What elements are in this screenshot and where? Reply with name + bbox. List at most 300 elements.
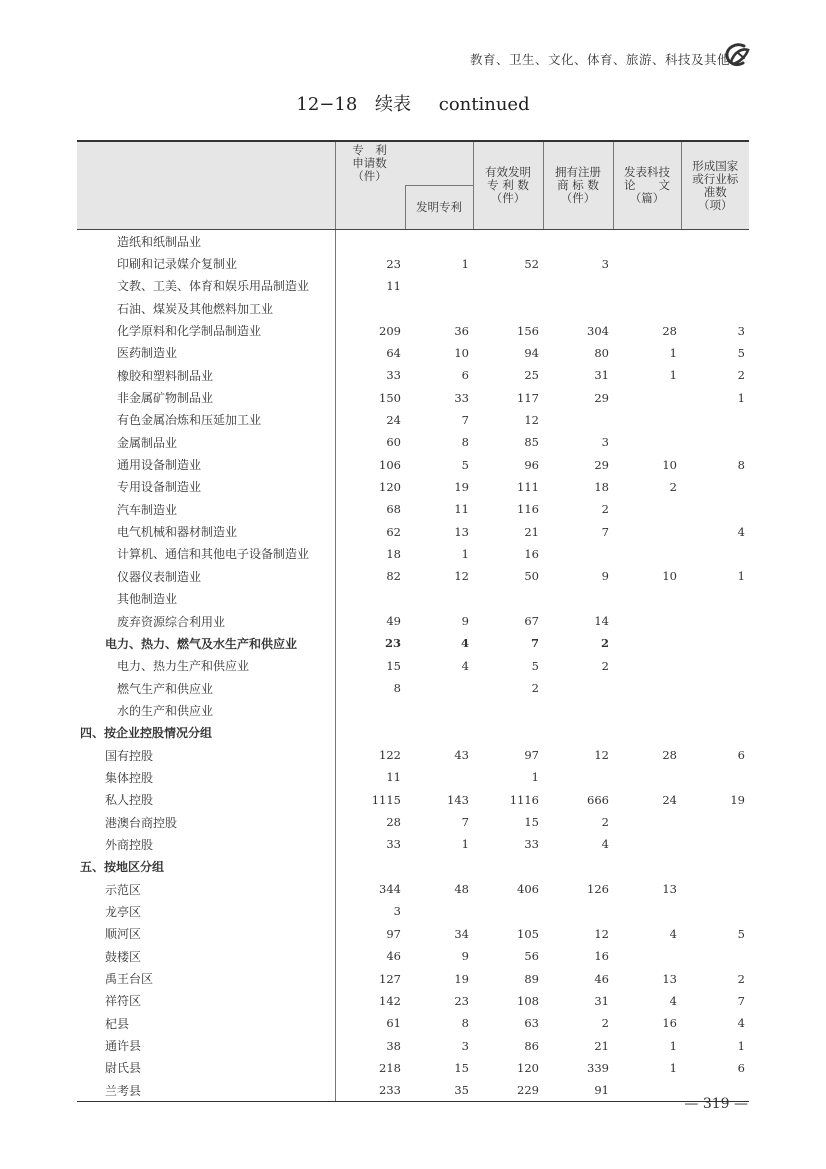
row-value-cell: 10 xyxy=(454,345,469,360)
row-value-cell: 4 xyxy=(601,837,609,852)
row-value-cell xyxy=(681,945,749,967)
row-value-cell: 21 xyxy=(524,524,539,539)
row-value-cell xyxy=(405,677,473,699)
row-value-cell: 36 xyxy=(454,323,469,338)
row-value-cell: 82 xyxy=(386,569,401,584)
row-value-cell: 1 xyxy=(669,1038,677,1053)
row-value-cell xyxy=(681,699,749,721)
row-value-cell xyxy=(613,588,681,610)
row-value-cell xyxy=(681,588,749,610)
table-row xyxy=(77,230,749,253)
row-label-cell xyxy=(77,990,335,1012)
row-value-cell: 1115 xyxy=(371,792,401,807)
row-value-cell: 18 xyxy=(594,479,609,494)
row-label-cell xyxy=(77,498,335,520)
row-label: 龙亭区 xyxy=(105,904,142,919)
row-value-cell xyxy=(543,588,613,610)
row-value-cell xyxy=(405,275,473,297)
row-value-cell: 304 xyxy=(587,323,609,338)
row-value-cell: 1 xyxy=(461,546,469,561)
row-value-cell: 62 xyxy=(386,524,401,539)
table-row xyxy=(77,453,749,475)
row-value-cell: 1 xyxy=(461,837,469,852)
row-value-cell xyxy=(681,252,749,274)
row-label: 汽车制造业 xyxy=(117,502,178,517)
row-value-cell: 8 xyxy=(461,435,469,450)
row-value-cell: 1 xyxy=(669,345,677,360)
row-label: 其他制造业 xyxy=(117,592,178,607)
row-value-cell: 111 xyxy=(517,479,539,494)
row-value-cell xyxy=(613,386,681,408)
row-value-cell: 49 xyxy=(386,614,401,629)
row-label: 鼓楼区 xyxy=(105,949,142,964)
row-value-cell: 80 xyxy=(594,345,609,360)
row-label: 文教、工美、体育和娱乐用品制造业 xyxy=(117,279,310,294)
row-value-cell: 28 xyxy=(662,748,677,763)
row-value-cell: 89 xyxy=(524,971,539,986)
table-row xyxy=(77,811,749,833)
row-value-cell: 12 xyxy=(454,569,469,584)
table-row xyxy=(77,722,749,744)
row-value-cell: 3 xyxy=(461,1038,469,1053)
table-title-cn: 续表 xyxy=(375,94,411,115)
row-value-cell: 13 xyxy=(662,971,677,986)
header-patent-applications: 专 利 申请数 （件） xyxy=(335,141,473,186)
row-value-cell: 6 xyxy=(737,1060,745,1075)
row-value-cell: 56 xyxy=(524,949,539,964)
row-value-cell xyxy=(681,409,749,431)
table-row xyxy=(77,1012,749,1034)
row-label-cell xyxy=(77,431,335,453)
row-value-cell xyxy=(473,856,543,878)
row-value-cell xyxy=(613,699,681,721)
row-value-cell: 2 xyxy=(531,681,539,696)
row-value-cell: 126 xyxy=(587,882,609,897)
row-value-cell: 9 xyxy=(461,949,469,964)
row-label: 示范区 xyxy=(105,882,142,897)
row-value-cell xyxy=(335,230,405,253)
row-value-cell: 11 xyxy=(454,502,469,517)
table-row xyxy=(77,699,749,721)
row-value-cell xyxy=(681,900,749,922)
row-label: 电力、热力、燃气及水生产和供应业 xyxy=(105,636,298,651)
running-head-section-title: 教育、卫生、文化、体育、旅游、科技及其他 xyxy=(469,52,730,67)
row-value-cell: 25 xyxy=(524,368,539,383)
row-value-cell: 1 xyxy=(669,1060,677,1075)
row-label: 港澳台商控股 xyxy=(105,815,178,830)
row-label-cell xyxy=(77,476,335,498)
row-label-cell xyxy=(77,364,335,386)
row-value-cell: 344 xyxy=(379,882,401,897)
row-label-cell xyxy=(77,811,335,833)
row-value-cell: 33 xyxy=(386,368,401,383)
row-value-cell: 127 xyxy=(379,971,401,986)
row-value-cell: 28 xyxy=(662,323,677,338)
table-row xyxy=(77,945,749,967)
row-label: 仪器仪表制造业 xyxy=(117,569,202,584)
row-label: 废弃资源综合利用业 xyxy=(117,614,226,629)
row-label: 尉氏县 xyxy=(105,1061,142,1076)
table-row xyxy=(77,297,749,319)
row-value-cell: 5 xyxy=(737,345,745,360)
row-value-cell: 6 xyxy=(461,368,469,383)
row-value-cell: 50 xyxy=(524,569,539,584)
row-value-cell: 3 xyxy=(393,904,401,919)
table-row xyxy=(77,967,749,989)
row-value-cell xyxy=(335,297,405,319)
table-row xyxy=(77,632,749,654)
table-row xyxy=(77,342,749,364)
row-value-cell: 11 xyxy=(386,770,401,785)
row-value-cell: 339 xyxy=(587,1060,609,1075)
row-label-cell xyxy=(77,453,335,475)
row-value-cell: 122 xyxy=(379,748,401,763)
row-value-cell: 46 xyxy=(386,949,401,964)
row-value-cell: 5 xyxy=(461,457,469,472)
row-value-cell: 48 xyxy=(454,882,469,897)
row-label: 私人控股 xyxy=(105,793,154,808)
row-label: 外商控股 xyxy=(105,837,154,852)
table-row xyxy=(77,319,749,341)
row-value-cell xyxy=(681,766,749,788)
row-value-cell: 31 xyxy=(594,368,609,383)
row-value-cell: 7 xyxy=(530,636,539,651)
row-value-cell: 116 xyxy=(517,502,539,517)
table-row xyxy=(77,900,749,922)
row-label-cell xyxy=(77,1034,335,1056)
row-value-cell: 61 xyxy=(386,1016,401,1031)
row-value-cell xyxy=(405,766,473,788)
row-label-cell xyxy=(77,677,335,699)
row-value-cell: 33 xyxy=(386,837,401,852)
row-value-cell xyxy=(613,722,681,744)
row-value-cell xyxy=(681,230,749,253)
row-value-cell: 12 xyxy=(594,926,609,941)
row-value-cell: 406 xyxy=(517,882,539,897)
row-value-cell: 218 xyxy=(379,1060,401,1075)
table-row xyxy=(77,409,749,431)
row-value-cell xyxy=(681,856,749,878)
row-label: 祥符区 xyxy=(105,994,142,1009)
row-label-cell xyxy=(77,1079,335,1102)
row-value-cell xyxy=(543,543,613,565)
table-row xyxy=(77,833,749,855)
row-value-cell: 21 xyxy=(594,1038,609,1053)
row-value-cell: 117 xyxy=(517,390,539,405)
row-label-cell xyxy=(77,409,335,431)
table-row xyxy=(77,252,749,274)
row-label: 非金属矿物制品业 xyxy=(117,391,214,406)
row-value-cell xyxy=(681,632,749,654)
table-row xyxy=(77,1034,749,1056)
row-value-cell: 2 xyxy=(601,815,609,830)
row-value-cell: 16 xyxy=(524,546,539,561)
row-value-cell: 11 xyxy=(386,278,401,293)
row-value-cell xyxy=(681,878,749,900)
row-value-cell: 91 xyxy=(543,1079,613,1102)
row-value-cell xyxy=(473,722,543,744)
row-label: 医药制造业 xyxy=(117,346,178,361)
row-value-cell: 10 xyxy=(662,457,677,472)
row-value-cell xyxy=(613,632,681,654)
row-label-cell xyxy=(77,699,335,721)
row-value-cell xyxy=(613,275,681,297)
row-label: 禹王台区 xyxy=(105,972,154,987)
row-value-cell: 1 xyxy=(669,368,677,383)
row-value-cell xyxy=(405,900,473,922)
table-row xyxy=(77,789,749,811)
row-value-cell: 8 xyxy=(393,681,401,696)
row-label-cell xyxy=(77,252,335,274)
table-row xyxy=(77,878,749,900)
row-value-cell: 10 xyxy=(662,569,677,584)
row-label-cell xyxy=(77,945,335,967)
row-value-cell xyxy=(405,699,473,721)
row-label: 印刷和记录媒介复制业 xyxy=(117,257,238,272)
row-value-cell xyxy=(473,900,543,922)
row-value-cell xyxy=(543,722,613,744)
row-label: 造纸和纸制品业 xyxy=(117,234,202,249)
row-value-cell: 1 xyxy=(737,390,745,405)
row-value-cell: 34 xyxy=(454,926,469,941)
row-value-cell: 35 xyxy=(405,1079,473,1102)
row-value-cell xyxy=(681,275,749,297)
header-published-papers: 发表科技 论 文 （篇） xyxy=(613,141,681,230)
row-label-cell xyxy=(77,1012,335,1034)
row-value-cell: 33 xyxy=(524,837,539,852)
row-value-cell: 24 xyxy=(386,412,401,427)
row-label-cell xyxy=(77,856,335,878)
row-value-cell xyxy=(613,1079,681,1102)
row-label: 通用设备制造业 xyxy=(117,458,202,473)
row-label-cell xyxy=(77,878,335,900)
table-row xyxy=(77,386,749,408)
row-value-cell: 97 xyxy=(524,748,539,763)
row-value-cell xyxy=(613,252,681,274)
row-value-cell: 3 xyxy=(737,323,745,338)
table-title-en: continued xyxy=(438,94,530,115)
table-row xyxy=(77,1079,749,1102)
row-value-cell: 4 xyxy=(737,524,745,539)
header-patent-spacer xyxy=(335,186,405,230)
row-label-cell xyxy=(77,722,335,744)
row-label-cell xyxy=(77,342,335,364)
row-value-cell: 150 xyxy=(379,390,401,405)
row-value-cell: 1 xyxy=(461,256,469,271)
row-value-cell: 63 xyxy=(524,1016,539,1031)
row-value-cell: 85 xyxy=(524,435,539,450)
row-value-cell: 8 xyxy=(737,457,745,472)
row-label: 四、按企业控股情况分组 xyxy=(80,726,213,741)
row-value-cell: 31 xyxy=(594,993,609,1008)
row-value-cell: 19 xyxy=(730,792,745,807)
row-value-cell: 29 xyxy=(594,457,609,472)
row-value-cell xyxy=(473,588,543,610)
row-value-cell: 24 xyxy=(662,792,677,807)
statistics-table xyxy=(77,140,749,1102)
row-value-cell: 2 xyxy=(600,636,609,651)
row-label: 五、按地区分组 xyxy=(80,860,165,875)
row-value-cell xyxy=(613,520,681,542)
row-value-cell: 120 xyxy=(379,479,401,494)
row-label-cell xyxy=(77,833,335,855)
row-value-cell: 4 xyxy=(461,658,469,673)
row-value-cell xyxy=(543,699,613,721)
row-value-cell: 23 xyxy=(454,993,469,1008)
table-body xyxy=(77,230,749,1102)
row-value-cell: 156 xyxy=(517,323,539,338)
row-label-cell xyxy=(77,543,335,565)
row-value-cell xyxy=(543,275,613,297)
row-value-cell: 105 xyxy=(517,926,539,941)
row-value-cell xyxy=(543,409,613,431)
row-label-cell xyxy=(77,655,335,677)
row-label-cell xyxy=(77,1057,335,1079)
row-value-cell xyxy=(613,498,681,520)
row-value-cell: 23 xyxy=(386,256,401,271)
row-label-cell xyxy=(77,230,335,253)
row-value-cell: 209 xyxy=(379,323,401,338)
row-value-cell: 4 xyxy=(669,993,677,1008)
row-label-cell xyxy=(77,900,335,922)
row-value-cell xyxy=(681,543,749,565)
row-value-cell xyxy=(543,297,613,319)
row-value-cell xyxy=(681,610,749,632)
row-value-cell xyxy=(613,766,681,788)
row-value-cell xyxy=(543,766,613,788)
table-row xyxy=(77,520,749,542)
row-label-cell xyxy=(77,744,335,766)
row-value-cell xyxy=(613,811,681,833)
row-label: 电力、热力生产和供应业 xyxy=(117,659,250,674)
row-value-cell: 2 xyxy=(737,368,745,383)
row-value-cell xyxy=(613,677,681,699)
row-value-cell: 12 xyxy=(524,412,539,427)
row-value-cell xyxy=(405,856,473,878)
row-value-cell: 4 xyxy=(669,926,677,941)
row-label-cell xyxy=(77,789,335,811)
row-value-cell xyxy=(613,655,681,677)
row-label-cell xyxy=(77,923,335,945)
row-value-cell xyxy=(681,722,749,744)
row-value-cell: 46 xyxy=(594,971,609,986)
row-label: 通许县 xyxy=(105,1039,142,1054)
row-value-cell: 142 xyxy=(379,993,401,1008)
row-label: 石油、煤炭及其他燃料加工业 xyxy=(117,301,274,316)
header-invention-patents: 发明专利 xyxy=(405,186,473,230)
row-label: 杞县 xyxy=(105,1016,130,1031)
row-value-cell xyxy=(543,230,613,253)
row-value-cell: 108 xyxy=(517,993,539,1008)
row-value-cell: 23 xyxy=(384,636,401,651)
row-label: 国有控股 xyxy=(105,748,154,763)
row-value-cell: 15 xyxy=(386,658,401,673)
row-value-cell xyxy=(681,655,749,677)
row-value-cell: 233 xyxy=(335,1079,405,1102)
row-label: 集体控股 xyxy=(105,770,154,785)
table-row xyxy=(77,476,749,498)
table-row xyxy=(77,565,749,587)
row-value-cell xyxy=(473,275,543,297)
row-value-cell: 19 xyxy=(454,479,469,494)
row-value-cell: 64 xyxy=(386,345,401,360)
header-valid-invention-patents: 有效发明 专 利 数 （件） xyxy=(473,141,543,230)
row-label-cell xyxy=(77,588,335,610)
table-title xyxy=(0,90,826,116)
row-value-cell: 7 xyxy=(461,815,469,830)
row-value-cell xyxy=(405,722,473,744)
row-value-cell: 9 xyxy=(601,569,609,584)
row-value-cell: 1 xyxy=(737,1038,745,1053)
table-number: 12−18 xyxy=(296,94,358,115)
row-label-cell xyxy=(77,319,335,341)
row-value-cell xyxy=(405,297,473,319)
row-value-cell: 97 xyxy=(386,926,401,941)
row-value-cell: 9 xyxy=(461,614,469,629)
row-value-cell: 2 xyxy=(737,971,745,986)
row-value-cell: 94 xyxy=(524,345,539,360)
row-label-cell xyxy=(77,275,335,297)
table-row xyxy=(77,766,749,788)
row-value-cell xyxy=(405,230,473,253)
table-row xyxy=(77,1057,749,1079)
row-value-cell xyxy=(613,431,681,453)
table-row xyxy=(77,543,749,565)
row-value-cell: 1116 xyxy=(509,792,539,807)
table-row xyxy=(77,364,749,386)
row-value-cell xyxy=(613,856,681,878)
row-label: 电气机械和器材制造业 xyxy=(117,525,238,540)
header-corner-cell xyxy=(77,141,335,230)
row-value-cell: 229 xyxy=(473,1079,543,1102)
row-label-cell xyxy=(77,967,335,989)
row-value-cell: 4 xyxy=(460,636,469,651)
row-label: 燃气生产和供应业 xyxy=(117,681,214,696)
row-value-cell xyxy=(681,297,749,319)
row-value-cell xyxy=(335,588,405,610)
row-value-cell: 3 xyxy=(601,435,609,450)
table-row xyxy=(77,588,749,610)
row-value-cell: 7 xyxy=(601,524,609,539)
row-value-cell xyxy=(681,811,749,833)
row-value-cell: 68 xyxy=(386,502,401,517)
row-label: 金属制品业 xyxy=(117,435,178,450)
row-label: 化学原料和化学制品制造业 xyxy=(117,324,262,339)
page-number: — 319 — xyxy=(684,1096,748,1112)
row-value-cell: 60 xyxy=(386,435,401,450)
row-value-cell xyxy=(613,230,681,253)
row-value-cell xyxy=(681,677,749,699)
row-value-cell: 106 xyxy=(379,457,401,472)
row-value-cell: 18 xyxy=(386,546,401,561)
row-value-cell xyxy=(335,856,405,878)
table-row xyxy=(77,990,749,1012)
row-value-cell xyxy=(543,900,613,922)
row-value-cell xyxy=(613,543,681,565)
row-value-cell: 52 xyxy=(524,256,539,271)
row-label: 计算机、通信和其他电子设备制造业 xyxy=(117,547,310,562)
row-value-cell: 2 xyxy=(601,502,609,517)
row-value-cell: 2 xyxy=(601,1016,609,1031)
chapter-emblem-icon xyxy=(722,40,752,70)
row-value-cell: 12 xyxy=(594,748,609,763)
table-row xyxy=(77,677,749,699)
row-value-cell xyxy=(543,677,613,699)
row-value-cell xyxy=(613,900,681,922)
row-value-cell: 33 xyxy=(454,390,469,405)
row-label-cell xyxy=(77,766,335,788)
row-label: 专用设备制造业 xyxy=(117,480,202,495)
